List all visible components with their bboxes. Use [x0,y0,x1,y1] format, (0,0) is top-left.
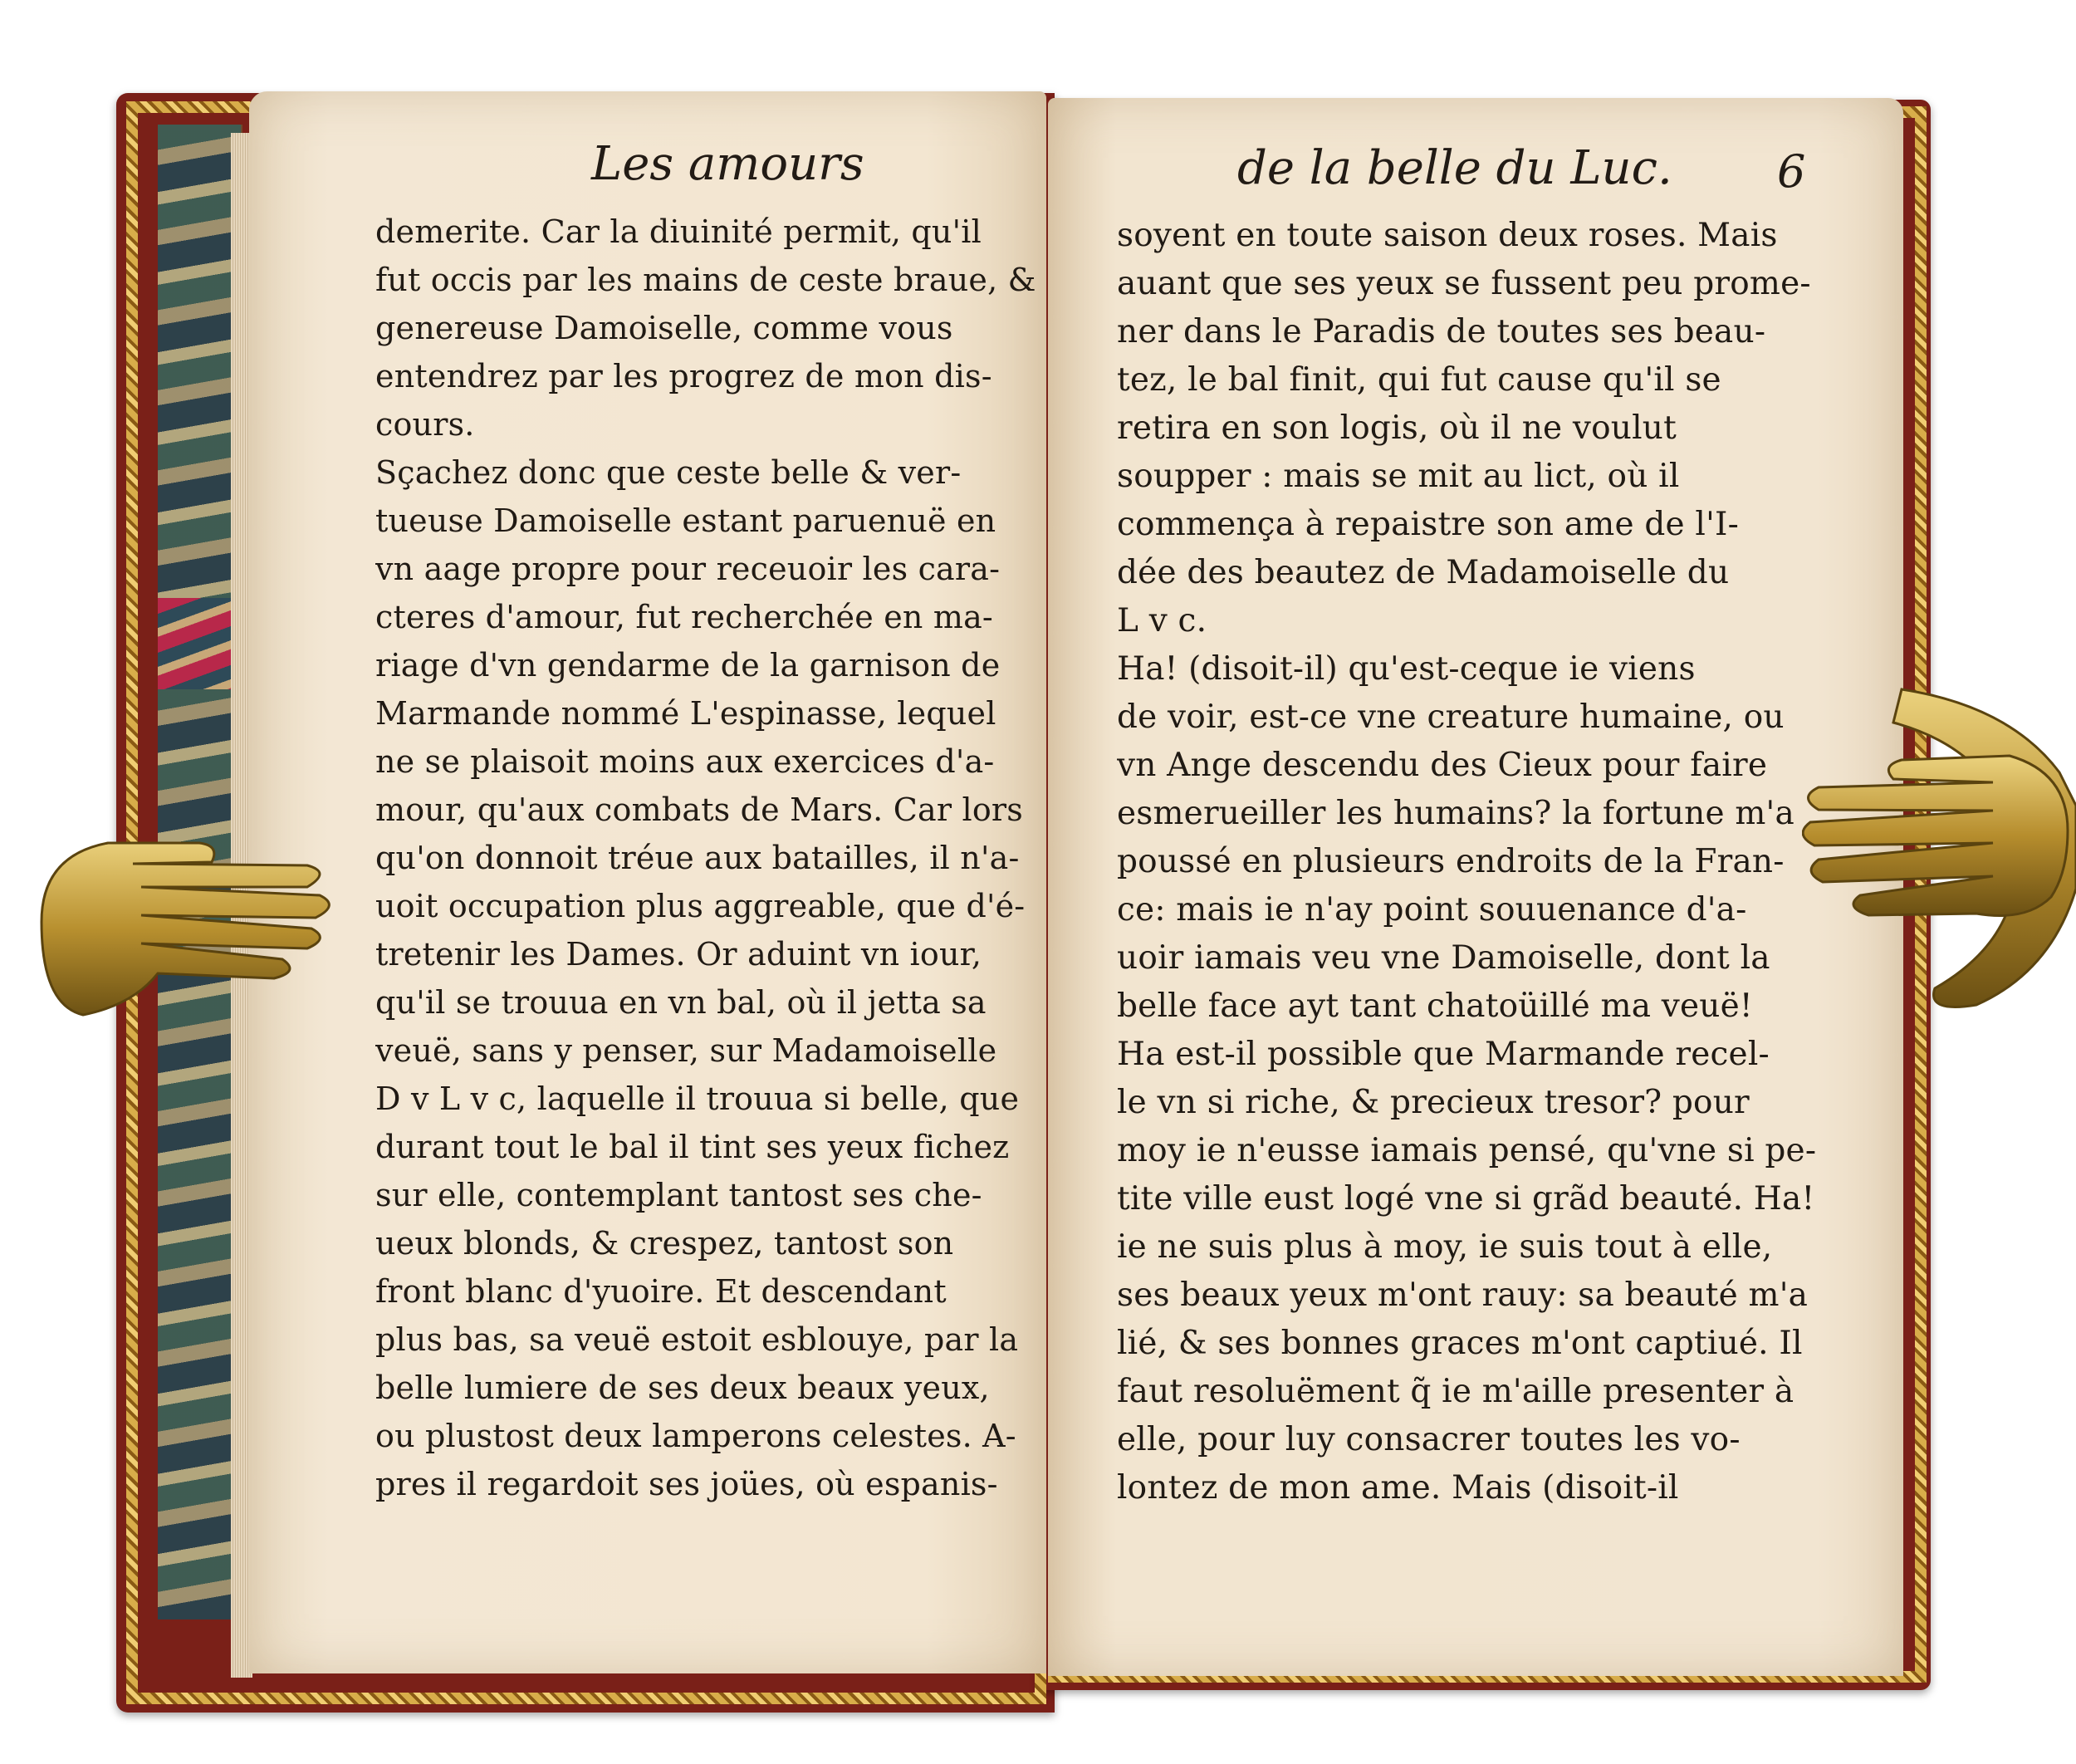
text-line: ie ne suis plus à moy, ie suis tout à elle, [1117,1228,1773,1266]
text-line: cours. [375,406,475,443]
text-line: soupper : mais se mit au lict, où il [1117,458,1680,495]
text-line: ne se plaisoit moins aux exercices d'a- [375,743,995,780]
text-line: tez, le bal finit, qui fut cause qu'il se [1117,361,1721,399]
text-line: esmerueiller les humains? la fortune m'a [1117,795,1794,832]
text-line: fut occis par les mains de ceste braue, & [375,262,1036,298]
right-brass-hand-clip-icon [1802,673,2076,1030]
text-line: tretenir les Dames. Or aduint vn iour, [375,936,982,973]
marbled-endpaper-red-band [158,598,241,689]
left-page-text [375,208,1040,1508]
text-line: belle face ayt tant chatoüillé ma veuë! [1117,987,1753,1025]
text-line: veuë, sans y penser, sur Madamoiselle [375,1032,997,1069]
text-line: genereuse Damoiselle, comme vous [375,310,953,346]
text-line: riage d'vn gendarme de la garnison de [375,647,1001,684]
text-line: sur elle, contemplant tantost ses che- [375,1177,982,1213]
text-line: D v L v c, laquelle il trouua si belle, que [375,1080,1020,1117]
text-line: ueux blonds, & crespez, tantost son [375,1225,954,1262]
text-line: uoit occupation plus aggreable, que d'é- [375,888,1026,924]
text-line: ou plustost deux lamperons celestes. A- [375,1418,1016,1454]
text-line: lié, & ses bonnes graces m'ont captiué. Il [1117,1325,1803,1362]
text-line: cteres d'amour, fut recherchée en ma- [375,599,993,635]
text-line: pres il regardoit ses joües, où espanis- [375,1466,998,1502]
text-line: Marmande nommé L'espinasse, lequel [375,695,996,732]
text-line: vn Ange descendu des Cieux pour faire [1117,747,1768,784]
text-line: retira en son logis, où il ne voulut [1117,409,1677,447]
text-line: ce: mais ie n'ay point souuenance d'a- [1117,891,1747,929]
text-line: demerite. Car la diuinité permit, qu'il [375,213,982,250]
text-line: auant que ses yeux se fussent peu prome- [1117,265,1811,302]
text-line: mour, qu'aux combats de Mars. Car lors [375,791,1023,828]
text-line: dée des beautez de Madamoiselle du [1117,554,1730,591]
text-line: commença à repaistre son ame de l'I- [1117,506,1739,543]
text-line: le vn si riche, & precieux tresor? pour [1117,1084,1750,1121]
text-line: tite ville eust logé vne si grãd beauté. Ha! [1117,1180,1815,1218]
text-line: front blanc d'yuoire. Et descendant [375,1273,947,1310]
text-line: ses beaux yeux m'ont rauy: sa beauté m'a [1117,1276,1809,1314]
text-line: de voir, est-ce vne creature humaine, ou [1117,698,1785,736]
text-line: vn aage propre pour receuoir les cara- [375,551,1001,587]
text-line: soyent en toute saison deux roses. Mais [1117,217,1778,254]
text-line: uoir iamais veu vne Damoiselle, dont la [1117,939,1770,977]
text-line: poussé en plusieurs endroits de la Fran- [1117,843,1785,880]
text-line: tueuse Damoiselle estant paruenuë en [375,502,996,539]
right-page-text [1117,212,1823,1512]
left-running-head: Les amours [591,137,864,191]
text-line: L v c. [1117,602,1207,639]
text-line: entendrez par les progrez de mon dis- [375,358,992,394]
text-line: qu'il se trouua en vn bal, où il jetta sa [375,984,987,1021]
text-line: durant tout le bal il tint ses yeux fichez [375,1129,1010,1165]
right-running-head: de la belle du Luc. [1237,141,1672,195]
text-line: lontez de mon ame. Mais (disoit-il [1117,1469,1679,1507]
text-line: elle, pour luy consacrer toutes les vo- [1117,1421,1741,1458]
text-line: qu'on donnoit tréue aux batailles, il n'a- [375,840,1020,876]
text-line: Sçachez donc que ceste belle & ver- [375,454,962,491]
text-line: ner dans le Paradis de toutes ses beau- [1117,313,1766,350]
text-line: plus bas, sa veuë estoit esblouye, par la [375,1321,1019,1358]
left-brass-hand-clip-icon [33,797,349,1046]
text-line: Ha est-il possible que Marmande recel- [1117,1036,1770,1073]
page-number: 6 [1777,145,1806,198]
text-line: moy ie n'eusse iamais pensé, qu'vne si pe- [1117,1132,1817,1169]
text-line: belle lumiere de ses deux beaux yeux, [375,1370,990,1406]
text-line: Ha! (disoit-il) qu'est-ceque ie viens [1117,650,1696,688]
text-line: faut resoluëment q̃ ie m'aille presenter à [1117,1373,1794,1410]
